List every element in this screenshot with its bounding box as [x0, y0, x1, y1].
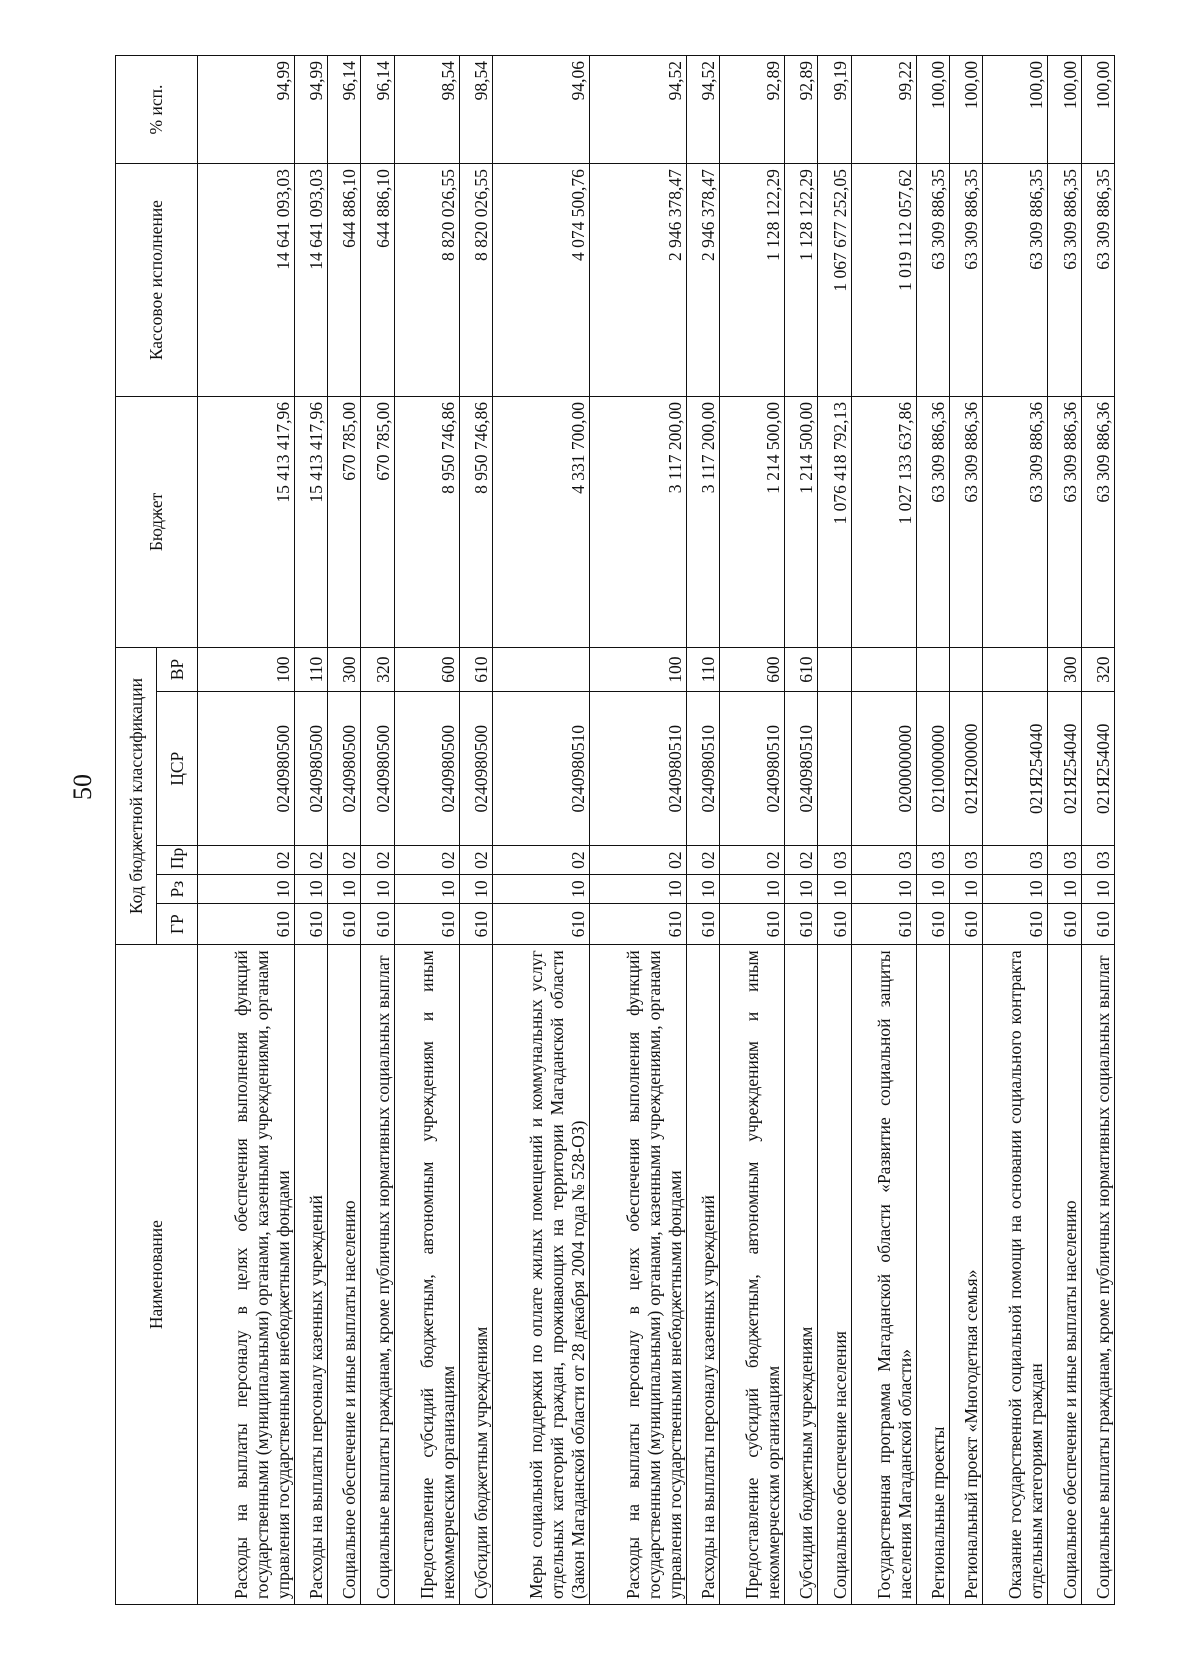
table-row: [949, 56, 982, 1605]
row-budget-cell: 1 076 418 792,13: [818, 397, 851, 648]
row-pct-cell: 96,14: [328, 56, 361, 164]
row-rz-cell: 10: [198, 875, 295, 904]
table-row: [686, 56, 719, 1605]
row-vr-cell: [983, 647, 1048, 692]
row-rz-cell: 10: [394, 875, 459, 904]
row-vr-cell: 110: [294, 647, 327, 692]
row-rz-cell: 10: [949, 875, 982, 904]
row-name-cell: Меры социальной поддержки по оплате жилых помещений и коммунальных услуг отдельных категорий граждан, проживающих на территории Магаданской области (Закон Магаданской области от 28 декабря 2004 года № 528-ОЗ): [493, 945, 590, 1605]
row-csr-cell: 0240980510: [785, 692, 818, 846]
row-rz-cell: 10: [686, 875, 719, 904]
row-pct-cell: 98,54: [394, 56, 459, 164]
row-gr-cell: 610: [589, 904, 686, 945]
row-csr-cell: 0240980500: [294, 692, 327, 846]
row-cash-cell: 63 309 886,35: [916, 164, 949, 397]
row-name-cell: Расходы на выплаты персоналу казенных учреждений: [686, 945, 719, 1605]
row-pct-cell: 100,00: [983, 56, 1048, 164]
table-row: [983, 56, 1048, 1605]
row-pr-cell: 03: [983, 846, 1048, 875]
row-csr-cell: 0240980500: [198, 692, 295, 846]
header-pr: Пр: [157, 846, 198, 875]
row-budget-cell: 670 785,00: [361, 397, 394, 648]
row-pr-cell: 03: [949, 846, 982, 875]
row-rz-cell: 10: [493, 875, 590, 904]
row-vr-cell: 300: [1048, 647, 1081, 692]
row-pct-cell: 100,00: [916, 56, 949, 164]
row-cash-cell: 14 641 093,03: [294, 164, 327, 397]
budget-table: [115, 55, 1115, 1605]
row-csr-cell: 0210000000: [916, 692, 949, 846]
row-gr-cell: 610: [949, 904, 982, 945]
row-budget-cell: 63 309 886,36: [949, 397, 982, 648]
row-rz-cell: 10: [916, 875, 949, 904]
header-cash: Кассовое исполнение: [116, 164, 198, 397]
row-csr-cell: 021Я200000: [949, 692, 982, 846]
row-name-cell: Региональный проект «Многодетная семья»: [949, 945, 982, 1605]
row-rz-cell: 10: [459, 875, 492, 904]
row-cash-cell: 4 074 500,76: [493, 164, 590, 397]
row-budget-cell: 3 117 200,00: [686, 397, 719, 648]
row-budget-cell: 8 950 746,86: [459, 397, 492, 648]
row-gr-cell: 610: [493, 904, 590, 945]
row-pct-cell: 92,89: [720, 56, 785, 164]
row-cash-cell: 644 886,10: [361, 164, 394, 397]
table-row: [916, 56, 949, 1605]
row-cash-cell: 8 820 026,55: [459, 164, 492, 397]
row-pct-cell: 99,19: [818, 56, 851, 164]
row-gr-cell: 610: [459, 904, 492, 945]
row-csr-cell: 0240980510: [720, 692, 785, 846]
row-pr-cell: 02: [394, 846, 459, 875]
row-budget-cell: 15 413 417,96: [198, 397, 295, 648]
row-cash-cell: 1 019 112 057,62: [851, 164, 916, 397]
row-name-cell: Государственная программа Магаданской области «Развитие социальной защиты населения Магаданской области»: [851, 945, 916, 1605]
row-cash-cell: 1 128 122,29: [785, 164, 818, 397]
table-row: [198, 56, 295, 1605]
row-pr-cell: 03: [851, 846, 916, 875]
table-row: [785, 56, 818, 1605]
row-gr-cell: 610: [720, 904, 785, 945]
row-budget-cell: 63 309 886,36: [1048, 397, 1081, 648]
row-csr-cell: 0240980510: [686, 692, 719, 846]
row-vr-cell: [493, 647, 590, 692]
row-cash-cell: 644 886,10: [328, 164, 361, 397]
row-cash-cell: 2 946 378,47: [686, 164, 719, 397]
table-row: [1081, 56, 1114, 1605]
row-gr-cell: 610: [1048, 904, 1081, 945]
header-code-group: Код бюджетной классификации: [116, 647, 157, 945]
row-gr-cell: 610: [394, 904, 459, 945]
row-gr-cell: 610: [851, 904, 916, 945]
row-budget-cell: 63 309 886,36: [983, 397, 1048, 648]
row-pr-cell: 03: [818, 846, 851, 875]
row-rz-cell: 10: [785, 875, 818, 904]
row-pct-cell: 94,99: [198, 56, 295, 164]
row-pct-cell: 92,89: [785, 56, 818, 164]
row-gr-cell: 610: [1081, 904, 1114, 945]
row-name-cell: Социальные выплаты гражданам, кроме публичных нормативных социальных выплат: [361, 945, 394, 1605]
row-csr-cell: 0240980500: [361, 692, 394, 846]
page-number: 50: [68, 774, 97, 800]
table-row: [394, 56, 459, 1605]
row-cash-cell: 2 946 378,47: [589, 164, 686, 397]
row-name-cell: Предоставление субсидий бюджетным, автономным учреждениям и иным некоммерческим организациям: [394, 945, 459, 1605]
row-gr-cell: 610: [785, 904, 818, 945]
row-rz-cell: 10: [589, 875, 686, 904]
row-rz-cell: 10: [1048, 875, 1081, 904]
row-gr-cell: 610: [686, 904, 719, 945]
row-cash-cell: 1 128 122,29: [720, 164, 785, 397]
table-row: [294, 56, 327, 1605]
header-row-1: [116, 56, 157, 1605]
row-csr-cell: 0240980500: [394, 692, 459, 846]
header-gr: ГР: [157, 904, 198, 945]
row-budget-cell: 63 309 886,36: [916, 397, 949, 648]
header-csr: ЦСР: [157, 692, 198, 846]
row-cash-cell: 14 641 093,03: [198, 164, 295, 397]
row-csr-cell: 0240980500: [328, 692, 361, 846]
row-vr-cell: 110: [686, 647, 719, 692]
row-pct-cell: 96,14: [361, 56, 394, 164]
row-pct-cell: 100,00: [1081, 56, 1114, 164]
row-name-cell: Расходы на выплаты персоналу казенных учреждений: [294, 945, 327, 1605]
header-name: Наименование: [116, 945, 198, 1605]
row-name-cell: Расходы на выплаты персоналу в целях обеспечения выполнения функций государственными (муниципальными) органами, казенными учреждениями, органами управления государственными внебюджетными фондами: [589, 945, 686, 1605]
row-budget-cell: 1 027 133 637,86: [851, 397, 916, 648]
row-name-cell: Субсидии бюджетным учреждениям: [785, 945, 818, 1605]
table-row: [818, 56, 851, 1605]
row-csr-cell: 021Я254040: [983, 692, 1048, 846]
row-gr-cell: 610: [294, 904, 327, 945]
row-pct-cell: 94,99: [294, 56, 327, 164]
row-vr-cell: 610: [785, 647, 818, 692]
row-cash-cell: 63 309 886,35: [1081, 164, 1114, 397]
row-pct-cell: 94,52: [589, 56, 686, 164]
row-pr-cell: 02: [589, 846, 686, 875]
row-pr-cell: 02: [459, 846, 492, 875]
row-csr-cell: 021Я254040: [1048, 692, 1081, 846]
row-budget-cell: 670 785,00: [328, 397, 361, 648]
row-vr-cell: 320: [361, 647, 394, 692]
header-vr: ВР: [157, 647, 198, 692]
row-pr-cell: 02: [361, 846, 394, 875]
row-budget-cell: 4 331 700,00: [493, 397, 590, 648]
row-vr-cell: [818, 647, 851, 692]
row-rz-cell: 10: [983, 875, 1048, 904]
row-gr-cell: 610: [328, 904, 361, 945]
row-pct-cell: 94,52: [686, 56, 719, 164]
table-row: [720, 56, 785, 1605]
row-name-cell: Социальное обеспечение населения: [818, 945, 851, 1605]
table-row: [851, 56, 916, 1605]
row-gr-cell: 610: [198, 904, 295, 945]
row-pct-cell: 98,54: [459, 56, 492, 164]
row-rz-cell: 10: [361, 875, 394, 904]
row-name-cell: Социальное обеспечение и иные выплаты населению: [328, 945, 361, 1605]
header-pct: % исп.: [116, 56, 198, 164]
row-pr-cell: 02: [328, 846, 361, 875]
row-budget-cell: 1 214 500,00: [785, 397, 818, 648]
row-vr-cell: [949, 647, 982, 692]
row-cash-cell: 1 067 677 252,05: [818, 164, 851, 397]
row-name-cell: Расходы на выплаты персоналу в целях обеспечения выполнения функций государственными (муниципальными) органами, казенными учреждениями, органами управления государственными внебюджетными фондами: [198, 945, 295, 1605]
row-vr-cell: 610: [459, 647, 492, 692]
row-pr-cell: 02: [294, 846, 327, 875]
row-vr-cell: [916, 647, 949, 692]
row-name-cell: Социальное обеспечение и иные выплаты населению: [1048, 945, 1081, 1605]
table-row: [589, 56, 686, 1605]
table-body: [198, 56, 1115, 1605]
row-rz-cell: 10: [1081, 875, 1114, 904]
row-pr-cell: 02: [686, 846, 719, 875]
row-budget-cell: 15 413 417,96: [294, 397, 327, 648]
row-budget-cell: 1 214 500,00: [720, 397, 785, 648]
row-gr-cell: 610: [916, 904, 949, 945]
table-row: [361, 56, 394, 1605]
row-gr-cell: 610: [818, 904, 851, 945]
row-pr-cell: 02: [720, 846, 785, 875]
row-vr-cell: 600: [720, 647, 785, 692]
row-vr-cell: 320: [1081, 647, 1114, 692]
row-csr-cell: 0200000000: [851, 692, 916, 846]
row-gr-cell: 610: [361, 904, 394, 945]
table-row: [1048, 56, 1081, 1605]
row-rz-cell: 10: [328, 875, 361, 904]
header-rz: Рз: [157, 875, 198, 904]
row-vr-cell: 100: [589, 647, 686, 692]
row-pr-cell: 02: [785, 846, 818, 875]
row-pr-cell: 03: [1048, 846, 1081, 875]
row-pr-cell: 03: [1081, 846, 1114, 875]
row-csr-cell: 0240980510: [493, 692, 590, 846]
row-csr-cell: 0240980500: [459, 692, 492, 846]
row-pr-cell: 02: [198, 846, 295, 875]
row-rz-cell: 10: [720, 875, 785, 904]
row-csr-cell: 021Я254040: [1081, 692, 1114, 846]
row-pct-cell: 94,06: [493, 56, 590, 164]
row-name-cell: Социальные выплаты гражданам, кроме публичных нормативных социальных выплат: [1081, 945, 1114, 1605]
row-budget-cell: 63 309 886,36: [1081, 397, 1114, 648]
header-budget: Бюджет: [116, 397, 198, 648]
row-cash-cell: 63 309 886,35: [983, 164, 1048, 397]
row-pct-cell: 100,00: [1048, 56, 1081, 164]
row-cash-cell: 8 820 026,55: [394, 164, 459, 397]
row-vr-cell: [851, 647, 916, 692]
table-row: [459, 56, 492, 1605]
row-vr-cell: 300: [328, 647, 361, 692]
row-rz-cell: 10: [818, 875, 851, 904]
row-rz-cell: 10: [851, 875, 916, 904]
row-name-cell: Субсидии бюджетным учреждениям: [459, 945, 492, 1605]
row-gr-cell: 610: [983, 904, 1048, 945]
row-name-cell: Предоставление субсидий бюджетным, автономным учреждениям и иным некоммерческим организациям: [720, 945, 785, 1605]
row-budget-cell: 3 117 200,00: [589, 397, 686, 648]
row-name-cell: Оказание государственной социальной помощи на основании социального контракта отдельным категориям граждан: [983, 945, 1048, 1605]
rotated-table-frame: [115, 55, 1115, 1605]
row-vr-cell: 100: [198, 647, 295, 692]
row-pr-cell: 02: [493, 846, 590, 875]
table-row: [493, 56, 590, 1605]
row-rz-cell: 10: [294, 875, 327, 904]
table-row: [328, 56, 361, 1605]
row-name-cell: Региональные проекты: [916, 945, 949, 1605]
row-cash-cell: 63 309 886,35: [949, 164, 982, 397]
row-cash-cell: 63 309 886,35: [1048, 164, 1081, 397]
row-csr-cell: [818, 692, 851, 846]
row-vr-cell: 600: [394, 647, 459, 692]
row-pr-cell: 03: [916, 846, 949, 875]
row-csr-cell: 0240980510: [589, 692, 686, 846]
row-pct-cell: 100,00: [949, 56, 982, 164]
row-pct-cell: 99,22: [851, 56, 916, 164]
row-budget-cell: 8 950 746,86: [394, 397, 459, 648]
